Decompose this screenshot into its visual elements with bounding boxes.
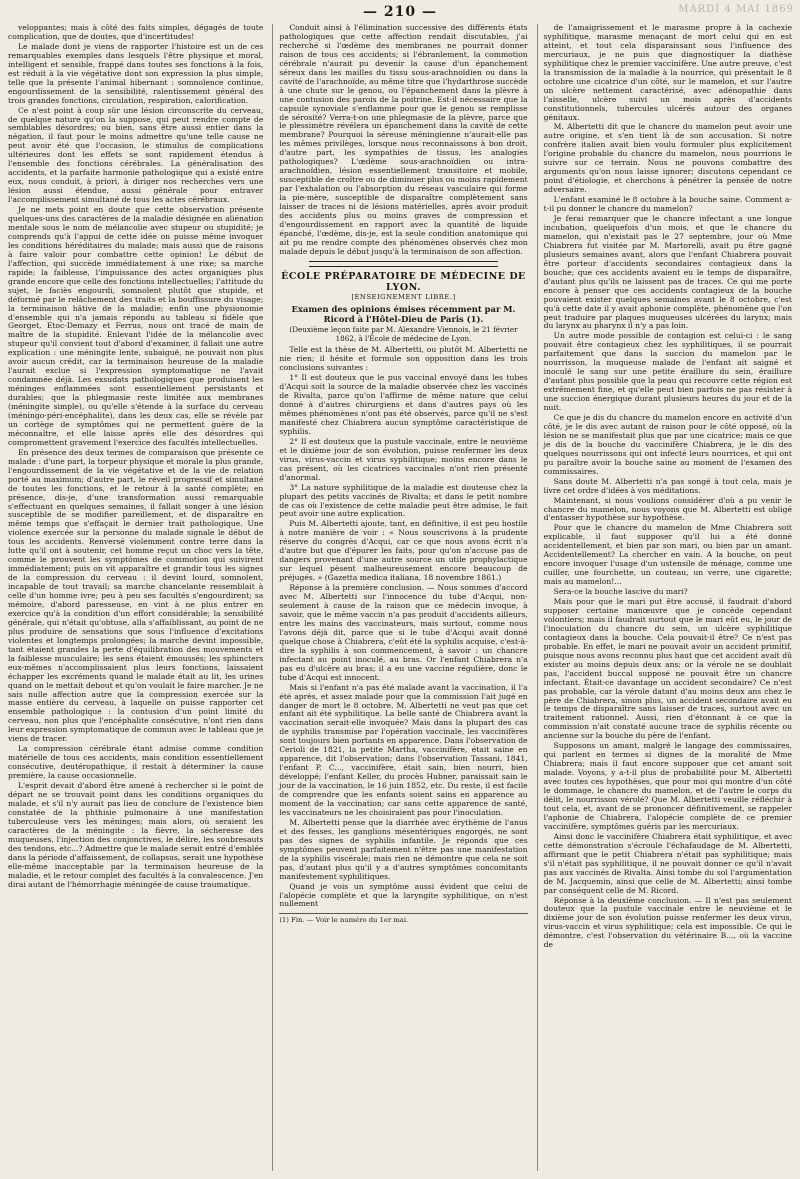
- paragraph: Un autre mode possible de contagion est celui-ci : le sang pouvait être contagieux chez les syphilitiques, il se pourrait parfaitement que dans la succion du mamelon par le nourrisson, la muqueuse malade de l'enfant ait saigné et inoculé le sang sur une petite éraillure du sein, éraillure d'autant plus possible que la peau qui recouvre cette région est extrêmement fine, et qu'elle peut bien parfois ne pas résister à une succion énergique durant plusieurs heures du jour et de la nuit.: [543, 331, 792, 413]
- paragraph: Ce n'est point à coup sûr une lésion circonscrite du cerveau, de quelque nature qu'on la suppose, qui peut rendre compte de semblables désordres; ou bien, sans être aussi entier dans la négation, il faut pour le moins admettre qu'une telle cause ne peut avoir été que l'occasion, le stimulus de complications ultérieures dont les effets se sont rapidement étendus à l'ensemble des fonctions cérébrales. La généralisation des accidents, et la parfaite harmonie pathologique qui a existé entre eux, nous conduit, à priori, à diriger nos recherches vers une lésion aussi étendue, aussi générale pour entraver l'accomplissement simultané de tous les actes cérébraux.: [8, 105, 264, 205]
- paragraph: L'enfant examiné le 8 octobre à la bouche saine. Comment a-t-il pu donner le chancre du mamelon?: [543, 195, 792, 214]
- paragraph: M. Albertetti pense que la diarrhée avec érythème de l'anus et des fesses, les ganglions mésentériques engorgés, ne sont pas des signes de syphilis infantile. Je réponds que ces symptômes peuvent parfaitement n'être pas une manifestation de la syphilis viscérale; mais rien ne démontre que cela ne soit pas, d'autant plus qu'il y a d'autres symptômes concomitants manifestement syphilitiques.: [279, 817, 528, 881]
- paragraph: M. Albertetti dit que le chancre du mamelon peut avoir une autre origine, et s'en tient là de son accusation. Si notre confrère italien avait bien voulu formuler plus explicitement l'origine probable du chancre du mamelon, nous pourrions le suivre sur ce terrain. Nous ne pouvons combattre des arguments qu'on nous laisse ignorer; discutons cependant ce point d'étiologie, et cherchons à pénétrer la pensée de notre adversaire.: [543, 122, 792, 195]
- paragraph: Supposons un amant, malgré le langage des commissaires, qui parlent en termes si dignes de la moralité de Mme Chiabrera; mais il faut encore supposer que cet amant soit malade. Voyons, y a-t-il plus de probabilité pour M. Albertetti avec toutes ces hypothèses, que pour moi qui montre d'un côté le dommage, le chancre du mamelon, et de l'autre le corps du délit, le nourrisson vérolé? Que M. Albertetti veuille réfléchir à tout cela, et, avant de se prononcer définitivement, se rappeler l'aphonie de Chiabrera, l'alopécie complète de ce premier vaccinifère, symptômes guéris par les mercuriaux.: [543, 741, 792, 831]
- column-2-top-text: [279, 24, 527, 257]
- column-3: [537, 24, 792, 1171]
- paragraph: 2° Il est douteux que la pustule vaccinale, entre le neuvième et le dixième jour de son évolution, puisse renfermer les deux virus, virus-vaccin et virus syphilitique; moins encore dans le cas présent, où les cicatrices vaccinales n'ont rien présenté d'anormal.: [279, 436, 528, 482]
- paragraph: La compression cérébrale étant admise comme condition matérielle de tous ces accidents, mais condition essentiellement consécutive, deutéropathique, il restait à déterminer la cause première, la cause occasionnelle.: [8, 744, 264, 781]
- columns: [8, 24, 792, 1171]
- paragraph: Mais si l'enfant n'a pas été malade avant la vaccination, il l'a été après, et assez malade pour que la commission l'ait jugé en danger de mort le 8 octobre. M. Albertetti ne veut pas que cet enfant ait été syphilitique. La belle santé de Chiabrera avant la vaccination serait-elle invoquée? Mais dans la plupart des cas de syphilis transmise par l'opération vaccinale, les vaccinifères sont toujours bien portants en apparence. Dans l'observation de Cerioli de 1821, la petite Martha, vaccinifère, était saine en apparence, dit l'observation; dans l'observation Tassani, 1841, l'enfant P. C..., vaccinifère, était sain, bien nourri, bien développé; l'enfant Keller, du procès Hubner, paraissait sain le jour de la vaccination, le 16 juin 1852, etc. Du reste, il est facile de comprendre que les enfants soient sains en apparence au moment de la vaccination; car sans cette apparence de santé, les vaccinateurs ne les choisiraient pas pour l'inoculation.: [279, 682, 528, 817]
- paragraph: Pour que le chancre du mamelon de Mme Chiabrera soit explicable, il faut supposer qu'il lui a été donné accidentellement, et bien par son mari, ou bien par un amant. Accidentellement? La chercher en vain. A la bouche, on peut encore invoquer l'usage d'un ustensile de ménage, comme une cuiller, une fourchette, un couteau, un verre, une cigarette; mais au mamelon!...: [543, 523, 792, 587]
- article-subtitle: (Deuxième leçon faite par M. Alexandre Viennois, le 21 février 1862, à l'École de médecine de Lyon.: [289, 325, 518, 343]
- paragraph: Sans doute M. Albertetti n'a pas songé à tout cela, mais je livre cet ordre d'idées à vos méditations.: [543, 476, 792, 495]
- column-2-article-text: [279, 346, 527, 909]
- section-subtitle: [ENSEIGNEMENT LIBRE.]: [351, 293, 456, 302]
- footnote: (1) Fin. — Voir le numéro du 1er mai.: [279, 913, 527, 924]
- column-2: [272, 24, 527, 1171]
- paragraph: Réponse à la première conclusion. — Nous sommes d'accord avec M. Albertetti sur l'innocence du tube d'Acqui, non-seulement à cause de la raison que ce médecin invoque, à savoir, que le même vaccin n'a pas produit d'accidents ailleurs, entre les mains des vaccinateurs, mais surtout, comme nous l'avons déjà dit, parce que si le tube d'Acqui avait donné quelque chose à Chiabrera, c'eût été la syphilis acquise, c'est-à-dire la syphilis à son commencement, à savoir : un chancre infectant au point inoculé, au bras. Or l'enfant Chiabrera n'a pas eu d'ulcère au bras; il a eu une vaccine régulière, donc le tube d'Acqui est innocent.: [279, 583, 528, 682]
- column-1: [8, 24, 263, 1171]
- paragraph: L'esprit devait d'abord être amené à rechercher si le point de départ ne se trouvait point dans les conditions organiques du malade, et s'il n'y aurait pas lieu de conclure de l'existence bien constatée de la phthisie pulmonaire à une manifestation tuberculeuse vers les méninges; mais alors, où seraient les caractères de la méningite : la fièvre, la sécheresse des muqueuses, l'injection des conjonctives, le délire, les soubresauts des tendons, etc...? Admettre que le malade serait entré d'emblée dans la période d'affaissement, de collapsus, serait une hypothèse elle-même inacceptable par la terminaison heureuse de la maladie, et le retour complet des facultés à la convalescence. J'en dirai autant de l'hémorrhagie méningée de cause traumatique.: [8, 781, 264, 889]
- paragraph: Quand je vois un symptôme aussi évident que celui de l'alopécie complète et que la laryngite syphilitique, on n'est nullement: [279, 881, 528, 909]
- page-number: — 210 —: [363, 4, 437, 20]
- paragraph: Je ne mets point en doute que cette observation présente quelques-uns des caractères de la maladie désignée en aliénation mentale sous le nom de mélancolie avec stupeur ou stupidité; je comprends qu'à l'appui de cette idée on puisse même invoquer les conditions héréditaires du malade; mais aussi que de raisons à faire valoir pour combattre cette opinion! Le début de l'affection, qui succède immédiatement à une rixe; sa marche rapide; la faiblesse, l'impuissance des actes organiques plus grande encore que celle des fonctions intellectuelles; l'attitude du sujet, le faciès engourdi, somnolent plutôt que stupide, et déformé par le relâchement des traits et la bouffissure du visage; la terminaison hâtive de la maladie; enfin une physionomie d'ensemble qui n'a jamais répondu au tableau si fidèle que Georget, Etoc-Demazy et Ferrus, nous ont tracé de main de maître de la stupidité. Enlevant l'idée de la mélancolie avec stupeur qu'il convient tout d'abord d'examiner, il fallait une autre explication : une méningite lente, subaiguë, ne pouvait non plus avoir aucun crédit, car la terminaison heureuse de la maladie l'aurait exclue si l'expression symptomatique ne l'avait condamnée déjà. Les exsudats pathologiques que produisent les méninges enflammées sont essentiellement persistants et durables; que la phlegmasie reste limitée aux membranes (méningite simple), ou qu'elle s'étende à la surface du cerveau (méningo-péri-encéphalite), dans les deux cas, elle se révèle par un cortège de symptômes qui ne permettent guère de la méconnaître, et elle laisse après elle des désordres qui compromettent gravement l'exercice des facultés intellectuelles.: [8, 205, 264, 447]
- paragraph: Ce que je dis du chancre du mamelon encore en activité d'un côté, je le dis avec autant de raison pour le côté opposé, où la lésion ne se manifestait plus que par une cicatrice; mais ce que je dis de la bouche du vaccinifère Chiabrera, je le dis des quelques nourrissons qui ont infecté leurs nourrices, et qui ont pu paraître avoir la bouche saine au moment de l'examen des commissaires.: [543, 412, 792, 476]
- paragraph: Sera-ce la bouche lascive du mari?: [553, 587, 688, 597]
- paragraph: Mais pour que le mari put être accusé, il faudrait d'abord supposer certaine manœuvre que je concède cependant volontiers; mais il faudrait surtout que le mari eût eu, le jour de l'inoculation du chancre du sein, un ulcère syphilitique contagieux dans la bouche. Cela pouvait-il être? Ce n'est pas probable. En effet, le mari ne pouvait avoir un accident primitif, puisque nous avons reconnu plus haut que cet accident avait dû exister au moins depuis deux ans; or la vérole ne se doublait pas, l'accident buccal supposé ne pouvait être un chancre infectant. Était-ce davantage un accident secondaire? Ce n'est pas probable, car la vérole datant d'au moins deux ans chez le père de Chiabrera, sinon plus, un accident secondaire avait eu le temps de disparaître sans laisser de traces, surtout avec un traitement rationnel. Aussi, rien d'étonnant à ce que la commission n'ait constaté aucune trace de syphilis récente ou ancienne sur la bouche du père de l'enfant.: [543, 597, 792, 741]
- paragraph: 3° La nature syphilitique de la maladie est douteuse chez la plupart des petits vaccinés de Rivalta; et dans le petit nombre de cas où l'existence de cette maladie peut être admise, le fait peut avoir une autre explication.: [279, 482, 528, 519]
- paragraph: de l'amaigrissement et le marasme propre à la cachexie syphilitique, marasme menaçant de mort celui qui en est atteint, et tout cela disparaissant sous l'influence des mercuriaux, je ne puis que diagnostiquer la diathèse syphilitique chez le premier vaccinifère. Une autre preuve, c'est la transmission de la maladie à la nourrice, qui présentait le 8 octobre une cicatrice d'un côté, sur le mamelon, et sur l'autre un ulcère nettement caractérisé, avec adénopathie dans l'aisselle, ulcère suivi un mois après d'accidents constitutionnels, tubercules ulcérés autour des organes génitaux.: [543, 24, 792, 122]
- section-divider-ornament: [309, 261, 497, 267]
- paragraph: En présence des deux termes de comparaison que présente ce malade : d'une part, la torpeur physique et morale la plus grande, l'engourdissement de la vie végétative et de la vie de relation porté au maximum; d'autre part, le réveil progressif et simultané de toutes les fonctions, et le retour à la santé complète; en présence, dis-je, d'une transformation aussi remarquable s'effectuant en quelques semaines, il fallait songer à une lésion susceptible de se modifier pareillement, et de disparaître en même temps que s'effaçait le dernier trait pathologique. Une violence exercée sur la personne du malade signale le début de tous les accidents. Renversé violemment contre terre dans la lutte qu'il ont à soutenir, cet homme reçut un choc vers la tête, comme le prouvent les symptômes de commotion qui suivirent immédiatement; puis on vit apparaître et grandir tous les signes de la compression du cerveau : il devint lourd, somnolent, incapable de tout travail; sa marche chancelante ressemblait à celle d'un homme ivre; peu à peu ses facultés s'engourdirent; sa mémoire, d'abord paresseuse, en vint à ne plus entrer en exercice qu'à la condition d'un effort considérable; la sensibilité générale, qui n'était qu'obtuse, alla s'affaiblissant, au point de ne plus produire de sensations que sous l'influence d'excitations violentes et longtemps prolongées; la marche devint impossible, tant étaient grandes la perte d'équilibration des mouvements et la faiblesse musculaire; les sens étaient émoussés; les sphincters eux-mêmes n'accomplissaient plus leurs fonctions, laissaient échapper les excréments quand le malade était au lit, les urines quand on le mettait debout et qu'on voulait le faire marcher. Je ne sais nulle affection autre que la compression exercée sur la masse entière du cerveau, à laquelle on puisse rapporter cet ensemble pathologique : la contusion d'un point limité du cerveau, non plus que l'encéphalite consécutive, n'ont rien dans leur expression symptomatique de commun avec le tableau que je viens de tracer.: [8, 447, 264, 744]
- paragraph: Le malade dont je viens de rapporter l'histoire est un de ces remarquables exemples dans lesquels l'être physique et moral, intelligent et sensible, frappé dans toutes ses fonctions à la fois, est réduit à la vie végétative dont son expression la plus simple, telle que la présente l'animal hibernant : somnolence continue, engourdissement de la sensibilité, ralentissement général des trois grandes fonctions, circulation, respiration, calorification.: [8, 41, 264, 105]
- paragraph: Réponse à la deuxième conclusion. — Il n'est pas seulement douteux que la pustule vaccinale entre le neuvième et le dixième jour de son évolution puisse renfermer les deux virus, virus-vaccin et virus syphilitique; cela est impossible. Ce qui le démontre, c'est l'observation du vétérinaire B..., où la vaccine de: [543, 895, 792, 950]
- article-title: Examen des opinions émises récemment par M. Ricord à l'Hôtel-Dieu de Paris (1).: [291, 304, 516, 325]
- paragraph: Ainsi donc le vaccinifère Chiabrera était syphilitique, et avec cette démonstration s'écroule l'échafaudage de M. Albertetti, affirmant que le petit Chiabrera n'était pas syphilitique; mais s'il n'était pas syphilitique, il ne pouvait donner ce qu'il n'avait pas aux vaccinés de Rivalta. Ainsi tombe du sol l'argumentation de M. Jacquemin, ainsi que celle de M. Albertetti; ainsi tombe par conséquent celle de M. Ricord.: [543, 831, 792, 895]
- bleed-through-text: MARDI 4 MAI 1869: [678, 4, 794, 15]
- paragraph: Telle est la thèse de M. Albertetti, ou plutôt M. Albertetti ne nie rien; il hésite et formule son opposition dans les trois conclusions suivantes :: [279, 345, 528, 373]
- paragraph: Conduit ainsi à l'élimination successive des différents états pathologiques que cette affection rendait discutables, j'ai recherché si l'œdème des membranes ne pourrait donner raison de tous ces accidents; si l'ébranlement, la commotion cérébrale n'aurait pu devenir la cause d'un épanchement séreux dans les mailles du tissu sous-arachnoïdien ou dans la cavité de l'arachnoïde, au même titre que l'hydarthrose succède à une chute sur le genou, ou l'épanchement dans la plèvre à une contusion des parois de la poitrine. Est-il nécessaire que la capsule synoviale s'enflamme pour que le genou se remplisse de sérosité? Verra-t-on une phlegmasie de la plèvre, parce que le plessimètre révélera un épanchement dans la cavité de cette membrane? Pourquoi la séreuse méningienne n'aurait-elle pas les mêmes privilèges, lorsque nous reconnaissons à bon droit, d'autre part, les sympathies de tissus, les analogies pathologiques? L'œdème sous-arachnoïdien ou intra-arachnoïdien, lésion essentiellement transitoire et mobile, susceptible de croître ou de diminuer plus ou moins rapidement par l'exhalation ou l'absorption du réseau vasculaire qui forme la pie-mère, susceptible de disparaître complètement sans laisser de traces ni de lésions matérielles, après avoir produit des accidents plus ou moins graves de compression et d'engourdissement en rapport avec la quantité de liquide épanché, l'œdème, dis-je, est la seule condition anatomique qui ait pu me rendre compte des phénomènes observés chez mon malade depuis le début jusqu'à la terminaison de son affection.: [279, 24, 528, 256]
- section-title: ÉCOLE PRÉPARATOIRE DE MÉDECINE DE LYON.: [281, 270, 526, 293]
- paragraph: Puis M. Albertetti ajoute, tant, en définitive, il est peu hostile à notre manière de voir : « Nous souscrivons à la prudente réserve du congrès d'Acqui, car ce que nous avons écrit n'a d'autre but que d'épurer les faits, pour qu'on n'accuse pas de dangers provenant d'une autre source un utile prophylactique sur lequel pèsent malheureusement encore beaucoup de préjugés. » (Gazetta medica italiana, 18 novembre 1861.): [279, 519, 528, 583]
- paragraph: Je ferai remarquer que le chancre infectant a une longue incubation, quelquefois d'un mois, et que le chancre du mamelon, qui n'existait pas le 27 septembre, jour où Mme Chiabrera fut visitée par M. Martorelli, avait pu être gagné plusieurs semaines avant, alors que l'enfant Chiabrera pouvait être porteur d'accidents secondaires contagieux dans la bouche; que ces accidents avaient eu le temps de disparaître, d'autant plus qu'ils ne laissent pas de traces. Ce qui me porte encore à penser que ces accidents contagieux de la bouche pouvaient exister quelques semaines avant le 8 octobre, c'est qu'à cette date il y avait aphonie complète, phénomène que l'on peut traduire par plaques muqueuses ulcérées du larynx; mais du larynx au pharynx il n'y a pas loin.: [543, 214, 792, 331]
- paragraph: veloppantes; mais à côté des faits simples, dégagés de toute complication, que de doutes, que d'incertitudes!: [8, 24, 264, 41]
- paragraph: 1° Il est douteux que le pus vaccinal envoyé dans les tubes d'Acqui soit la source de la maladie observée chez les vaccinés de Rivalta, parce qu'on l'affirme de même nature que celui donné à d'autres chirurgiens et dans d'autres pays où les mêmes phénomènes n'ont pas été observés, parce qu'il ne s'est manifesté chez Chiabrera aucun symptôme caractéristique de syphilis.: [279, 373, 528, 436]
- paragraph: Maintenant, si nous voulions considérer d'où a pu venir le chancre du mamelon, nous voyons que M. Albertetti est obligé d'entasser hypothèse sur hypothèse.: [543, 495, 792, 523]
